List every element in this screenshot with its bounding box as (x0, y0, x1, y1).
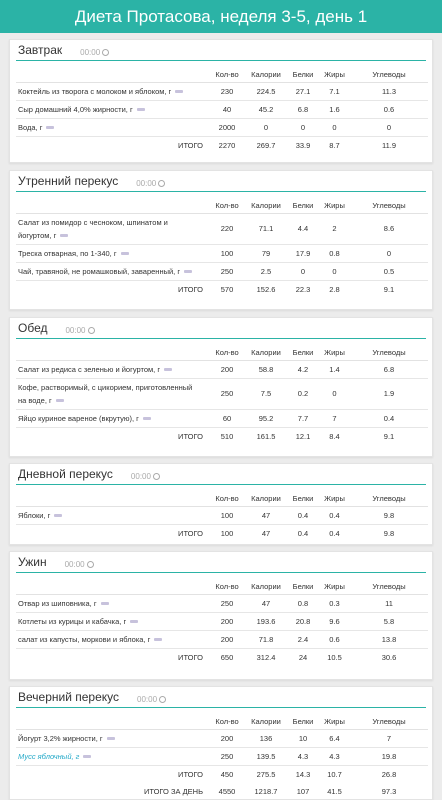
cell-prot: 4.2 (287, 360, 319, 378)
column-header: Белки (287, 491, 319, 506)
food-row (16, 506, 428, 524)
column-header: Кол-во (209, 491, 245, 506)
meal-card (9, 551, 433, 680)
total-cal: 275.5 (256, 769, 276, 779)
food-name[interactable]: Котлеты из курицы и кабачка, г (16, 612, 209, 630)
total-row (16, 765, 428, 783)
food-name[interactable]: салат из капусты, моркови и яблока, г (16, 630, 209, 648)
column-header: Углеводы (350, 198, 428, 213)
total-qty: 570 (220, 284, 234, 294)
cell-carb: 11 (350, 594, 428, 612)
cell-prot: 0.8 (287, 594, 319, 612)
cell-qty: 220 (209, 213, 245, 244)
column-header: Белки (287, 67, 319, 82)
total-carb: 9.8 (383, 528, 395, 538)
column-header: Кол-во (209, 345, 245, 360)
cell-prot: 6.8 (287, 100, 319, 118)
food-row (16, 612, 428, 630)
column-header: Углеводы (350, 579, 428, 594)
cell-cal: 0 (245, 118, 287, 136)
clock-icon (88, 327, 95, 334)
food-name[interactable]: Вода, г (16, 118, 209, 136)
column-header: Белки (287, 198, 319, 213)
meal-title: Дневной перекус (18, 467, 113, 481)
total-prot: 14.3 (295, 769, 311, 779)
meal-card (9, 170, 433, 310)
column-header: Жиры (319, 714, 350, 729)
cell-fat: 0.4 (319, 506, 350, 524)
total-cal: 269.7 (256, 140, 276, 150)
food-row (16, 262, 428, 280)
more-icon[interactable] (83, 755, 91, 758)
food-name[interactable]: Треска отварная, по 1-340, г (16, 244, 209, 262)
more-icon[interactable] (54, 514, 62, 517)
cell-carb: 1.9 (350, 378, 428, 409)
page-title: Диета Протасова, неделя 3-5, день 1 (0, 0, 442, 33)
column-header-name (16, 579, 209, 594)
cell-carb: 0 (350, 118, 428, 136)
cell-qty: 60 (209, 409, 245, 427)
cell-cal: 139.5 (245, 747, 287, 765)
meal-time[interactable]: 00:00 (65, 560, 94, 569)
cell-prot: 4.3 (287, 747, 319, 765)
total-label: ИТОГО (178, 528, 203, 538)
food-row (16, 409, 428, 427)
total-qty: 450 (220, 769, 234, 779)
total-row (16, 524, 428, 542)
cell-fat: 1.4 (319, 360, 350, 378)
meal-time[interactable]: 00:00 (136, 179, 165, 188)
column-header: Калории (245, 67, 287, 82)
total-carb: 11.9 (381, 140, 397, 150)
cell-fat: 0 (319, 378, 350, 409)
food-name[interactable]: Йогурт 3,2% жирности, г (16, 729, 209, 747)
cell-carb: 8.6 (350, 213, 428, 244)
cell-qty: 200 (209, 729, 245, 747)
food-row (16, 100, 428, 118)
clock-icon (159, 696, 166, 703)
meal-table (16, 491, 428, 542)
food-name[interactable]: Коктейль из творога с молоком и яблоком, г (16, 82, 209, 100)
total-label: ИТОГО (178, 140, 203, 150)
total-carb: 9.1 (383, 431, 395, 441)
more-icon[interactable] (107, 737, 115, 740)
meal-title: Утренний перекус (18, 174, 119, 188)
cell-fat: 0 (319, 262, 350, 280)
food-row (16, 118, 428, 136)
cell-carb: 0.6 (350, 100, 428, 118)
total-qty: 2270 (218, 140, 236, 150)
food-name[interactable]: Кофе, растворимый, с цикорием, приготовленный на воде, г (16, 378, 209, 409)
total-prot: 22.3 (295, 284, 311, 294)
more-icon[interactable] (60, 234, 68, 237)
food-row (16, 360, 428, 378)
cell-qty: 200 (209, 630, 245, 648)
column-header-name (16, 345, 209, 360)
food-name[interactable]: Мусс яблочный, г (16, 747, 209, 765)
meal-time[interactable]: 00:00 (80, 48, 109, 57)
meal-title: Вечерний перекус (18, 690, 120, 704)
meal-time[interactable]: 00:00 (131, 472, 160, 481)
cell-qty: 200 (209, 612, 245, 630)
cell-cal: 47 (245, 506, 287, 524)
cell-cal: 79 (245, 244, 287, 262)
cell-carb: 11.3 (350, 82, 428, 100)
cell-qty: 100 (209, 506, 245, 524)
total-qty: 650 (220, 652, 234, 662)
column-header: Калории (245, 491, 287, 506)
food-row (16, 213, 428, 244)
meal-header (16, 171, 426, 192)
column-header-name (16, 714, 209, 729)
total-prot: 12.1 (295, 431, 311, 441)
food-row (16, 594, 428, 612)
meal-title: Обед (18, 321, 48, 335)
total-cal: 1218.7 (254, 786, 278, 796)
total-prot: 0.4 (297, 528, 309, 538)
cell-cal: 95.2 (245, 409, 287, 427)
cell-fat: 0 (319, 118, 350, 136)
meal-header (16, 318, 426, 339)
meal-header (16, 552, 426, 573)
cell-qty: 2000 (209, 118, 245, 136)
column-header-name (16, 67, 209, 82)
column-header: Углеводы (350, 714, 428, 729)
cell-cal: 7.5 (245, 378, 287, 409)
cell-cal: 47 (245, 594, 287, 612)
cell-prot: 17.9 (287, 244, 319, 262)
total-label: ИТОГО (178, 284, 203, 294)
cell-fat: 0.3 (319, 594, 350, 612)
meal-time[interactable]: 00:00 (137, 695, 166, 704)
meal-card (9, 39, 433, 163)
column-header: Калории (245, 345, 287, 360)
cell-fat: 9.6 (319, 612, 350, 630)
column-header: Кол-во (209, 579, 245, 594)
cell-fat: 0.8 (319, 244, 350, 262)
cell-prot: 0 (287, 262, 319, 280)
total-qty: 510 (220, 431, 234, 441)
cell-fat: 1.6 (319, 100, 350, 118)
more-icon[interactable] (121, 252, 129, 255)
meal-header (16, 40, 426, 61)
column-header: Углеводы (350, 345, 428, 360)
column-header: Жиры (319, 345, 350, 360)
more-icon[interactable] (130, 620, 138, 623)
total-row (16, 648, 428, 666)
food-row (16, 747, 428, 765)
meal-table (16, 67, 428, 154)
cell-prot: 2.4 (287, 630, 319, 648)
total-prot: 33.9 (295, 140, 311, 150)
cell-cal: 136 (245, 729, 287, 747)
cell-prot: 10 (287, 729, 319, 747)
more-icon[interactable] (46, 126, 54, 129)
total-cal: 47 (261, 528, 271, 538)
total-fat: 0.4 (329, 528, 340, 538)
food-name[interactable]: Салат из помидор с чесноком, шпинатом и йогуртом, г (16, 213, 209, 244)
cell-cal: 71.8 (245, 630, 287, 648)
cell-prot: 7.7 (287, 409, 319, 427)
cell-carb: 19.8 (350, 747, 428, 765)
column-header: Кол-во (209, 714, 245, 729)
meal-time[interactable]: 00:00 (65, 326, 94, 335)
total-cal: 312.4 (256, 652, 276, 662)
food-row (16, 729, 428, 747)
total-fat: 10.5 (327, 652, 342, 662)
total-cal: 152.6 (256, 284, 276, 294)
clock-icon (158, 180, 165, 187)
food-name[interactable]: Сыр домашний 4,0% жирности, г (16, 100, 209, 118)
cell-carb: 7 (350, 729, 428, 747)
cell-carb: 0.5 (350, 262, 428, 280)
cell-cal: 71.1 (245, 213, 287, 244)
meal-table (16, 345, 428, 445)
total-carb: 97.3 (381, 786, 397, 796)
total-label: ИТОГО ЗА ДЕНЬ (143, 786, 203, 796)
total-fat: 8.7 (329, 140, 340, 150)
cell-carb: 5.8 (350, 612, 428, 630)
cell-qty: 100 (209, 244, 245, 262)
cell-qty: 40 (209, 100, 245, 118)
total-prot: 24 (298, 652, 308, 662)
food-row (16, 82, 428, 100)
total-label: ИТОГО (178, 431, 203, 441)
more-icon[interactable] (143, 417, 151, 420)
food-name[interactable]: Яблоки, г (16, 506, 209, 524)
cell-cal: 193.6 (245, 612, 287, 630)
cell-qty: 250 (209, 594, 245, 612)
meal-card (9, 686, 433, 800)
more-icon[interactable] (101, 602, 109, 605)
total-row (16, 427, 428, 445)
cell-qty: 250 (209, 262, 245, 280)
cell-carb: 0 (350, 244, 428, 262)
meal-header (16, 687, 426, 708)
cell-fat: 7 (319, 409, 350, 427)
total-carb: 9.1 (383, 284, 395, 294)
total-cal: 161.5 (256, 431, 276, 441)
cell-prot: 0.4 (287, 506, 319, 524)
cell-qty: 230 (209, 82, 245, 100)
cell-qty: 250 (209, 747, 245, 765)
meal-header (16, 464, 426, 485)
cell-cal: 224.5 (245, 82, 287, 100)
clock-icon (87, 561, 94, 568)
cell-qty: 200 (209, 360, 245, 378)
cell-fat: 6.4 (319, 729, 350, 747)
cell-prot: 0.2 (287, 378, 319, 409)
food-name[interactable]: Салат из редиса с зеленью и йогуртом, г (16, 360, 209, 378)
column-header: Белки (287, 345, 319, 360)
cell-carb: 6.8 (350, 360, 428, 378)
total-fat: 41.5 (327, 786, 342, 796)
total-qty: 100 (220, 528, 234, 538)
total-carb: 30.6 (381, 652, 397, 662)
column-header: Жиры (319, 491, 350, 506)
cell-fat: 7.1 (319, 82, 350, 100)
meal-title: Ужин (18, 555, 47, 569)
cell-fat: 0.6 (319, 630, 350, 648)
more-icon[interactable] (154, 638, 162, 641)
food-row (16, 244, 428, 262)
column-header: Белки (287, 579, 319, 594)
total-prot: 107 (296, 786, 310, 796)
cell-prot: 4.4 (287, 213, 319, 244)
cell-qty: 250 (209, 378, 245, 409)
total-row (16, 136, 428, 154)
column-header: Жиры (319, 198, 350, 213)
total-fat: 8.4 (329, 431, 340, 441)
more-icon[interactable] (164, 368, 172, 371)
cell-prot: 27.1 (287, 82, 319, 100)
more-icon[interactable] (184, 270, 192, 273)
food-row (16, 630, 428, 648)
column-header: Жиры (319, 579, 350, 594)
cell-prot: 0 (287, 118, 319, 136)
cell-prot: 20.8 (287, 612, 319, 630)
column-header: Калории (245, 714, 287, 729)
more-icon[interactable] (175, 90, 183, 93)
cell-carb: 13.8 (350, 630, 428, 648)
total-label: ИТОГО (178, 769, 203, 779)
meal-table (16, 579, 428, 666)
total-label: ИТОГО (178, 652, 203, 662)
column-header: Калории (245, 579, 287, 594)
column-header: Жиры (319, 67, 350, 82)
total-row (16, 280, 428, 298)
cell-cal: 58.8 (245, 360, 287, 378)
food-row (16, 378, 428, 409)
total-fat: 10.7 (327, 769, 342, 779)
more-icon[interactable] (137, 108, 145, 111)
clock-icon (153, 473, 160, 480)
food-name[interactable]: Отвар из шиповника, г (16, 594, 209, 612)
column-header-name (16, 198, 209, 213)
cell-carb: 0.4 (350, 409, 428, 427)
cell-cal: 2.5 (245, 262, 287, 280)
meal-title: Завтрак (18, 43, 63, 57)
total-qty: 4550 (218, 786, 236, 796)
cell-cal: 45.2 (245, 100, 287, 118)
meal-table (16, 714, 428, 800)
column-header: Калории (245, 198, 287, 213)
meal-table (16, 198, 428, 298)
more-icon[interactable] (56, 399, 64, 402)
column-header: Углеводы (350, 67, 428, 82)
column-header: Углеводы (350, 491, 428, 506)
total-carb: 26.8 (381, 769, 397, 779)
food-name[interactable]: Чай, травяной, не ромашковый, заваренный, г (16, 262, 209, 280)
column-header: Кол-во (209, 67, 245, 82)
total-row (16, 783, 428, 800)
clock-icon (102, 49, 109, 56)
meal-card (9, 463, 433, 545)
meal-card (9, 317, 433, 457)
column-header: Кол-во (209, 198, 245, 213)
total-fat: 2.8 (329, 284, 340, 294)
column-header: Белки (287, 714, 319, 729)
cell-carb: 9.8 (350, 506, 428, 524)
cell-fat: 4.3 (319, 747, 350, 765)
cell-fat: 2 (319, 213, 350, 244)
food-name[interactable]: Яйцо куриное вареное (вкрутую), г (16, 409, 209, 427)
column-header-name (16, 491, 209, 506)
